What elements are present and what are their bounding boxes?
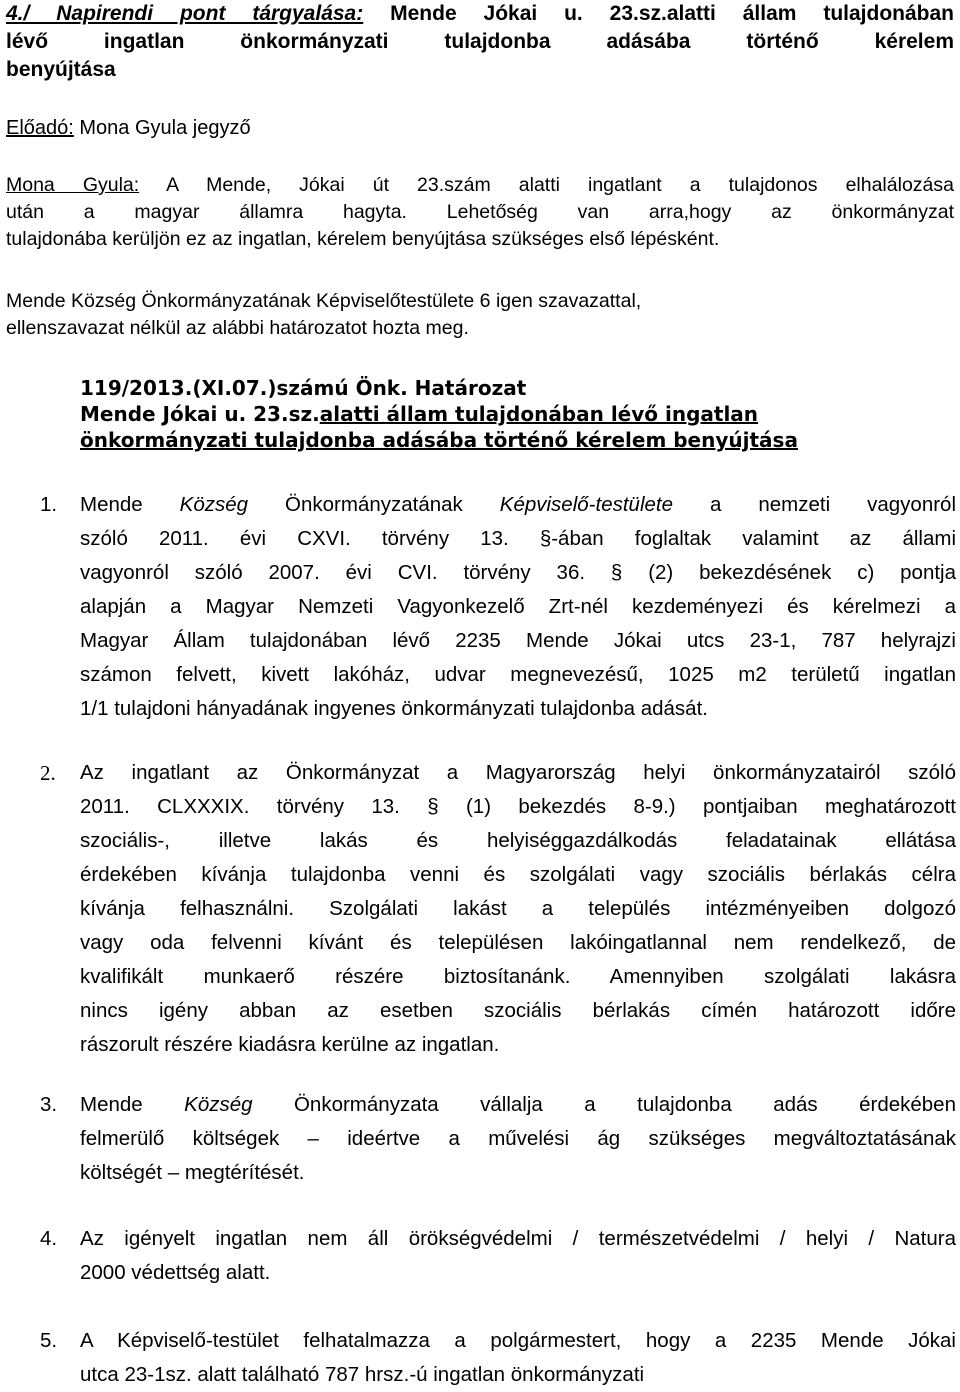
item-text [80, 1222, 956, 1290]
item-text [80, 756, 956, 1062]
resolution-title-line-1: Mende Jókai u. 23.sz.alatti állam tulajdonában lévő ingatlan [80, 402, 759, 426]
item-text-line: Az igényelt ingatlan nem áll örökségvédelmi / természetvédelmi / helyi / Natura [80, 1227, 956, 1250]
agenda-heading-line-1: 4./ Napirendi pont tárgyalása: Mende Jókai u. 23.sz.alatti állam tulajdonában [6, 2, 954, 25]
item-text-line: számon felvett, kivett lakóház, udvar megnevezésű, 1025 m2 területű ingatlan [80, 663, 956, 686]
item-number: 2. [40, 761, 56, 785]
item-text-line: szóló 2011. évi CXVI. törvény 13. §-ában foglaltak valamint az állami [80, 527, 956, 550]
item-text-line: nincs igény abban az esetben szociális bérlakás címén határozott időre [80, 999, 956, 1022]
item-number: 4. [40, 1227, 58, 1250]
agenda-heading-line-2: lévő ingatlan önkormányzati tulajdonba adásába történő kérelem [6, 30, 954, 53]
agenda-heading-prefix: 4./ Napirendi pont tárgyalása: [6, 2, 364, 25]
item-text-line: Az ingatlant az Önkormányzat a Magyarország helyi önkormányzatairól szóló [80, 761, 956, 784]
item-text-line: kvalifikált munkaerő részére biztosítanánk. Amennyiben szolgálati lakásra [80, 965, 956, 988]
presenter-label: Előadó: [6, 117, 74, 139]
item-text-line: érdekében kívánja tulajdonba venni és szolgálati vagy szociális bérlakás célra [80, 863, 956, 886]
speech-paragraph: Mona Gyula: A Mende, Jókai út 23.szám alatti ingatlant a tulajdonos elhalálozása után a magyar államra hagyta. Lehetőség van arra,hogy az önkormányzat tulajdonába kerüljön ez az ingatlan, kérelem benyújtása szükséges első lépésként. [6, 174, 954, 250]
item-text-line: Mende Község Önkormányzatának Képviselő-testülete a nemzeti vagyonról [80, 493, 956, 516]
presenter-line [6, 114, 954, 142]
vote-paragraph: Mende Község Önkormányzatának Képviselőtestülete 6 igen szavazattal, ellenszavazat nélkül az alábbi határozatot hozta meg. [6, 290, 642, 339]
item-text-line: kívánja felhasználni. Szolgálati lakást a település intézményeiben dolgozó [80, 897, 956, 920]
item-number: 3. [40, 1093, 58, 1116]
item-text-line: felmerülő költségek – ideértve a művelési ág szükséges megváltoztatásának [80, 1127, 956, 1150]
item-text-line: Magyar Állam tulajdonában lévő 2235 Mende Jókai utcs 23-1, 787 helyrajzi [80, 629, 956, 652]
item-text-line: rászorult részére kiadásra kerülne az ingatlan. [80, 1033, 500, 1056]
resolution-kind: Határozat [407, 376, 527, 400]
item-text [80, 1088, 956, 1190]
item-text-line: A Képviselő-testület felhatalmazza a polgármestert, hogy a 2235 Mende Jókai [80, 1329, 956, 1352]
resolution-title-line-2: önkormányzati tulajdonba adásába történő kérelem benyújtása [80, 428, 798, 452]
presenter-name: Mona Gyula jegyző [73, 117, 251, 139]
agenda-heading [6, 0, 954, 84]
resolution-number-line [80, 375, 840, 401]
item-text-line: 2000 védettség alatt. [80, 1261, 271, 1284]
resolution-header [80, 375, 840, 453]
item-text-line: vagyonról szóló 2007. évi CVI. törvény 36. § (2) bekezdésének c) pontja [80, 561, 956, 584]
item-text-line: 2011. CLXXXIX. törvény 13. § (1) bekezdés 8-9.) pontjaiban meghatározott [80, 795, 956, 818]
speaker-label: Mona Gyula: [6, 174, 140, 196]
item-number: 5. [40, 1329, 58, 1352]
resolution-number: 119/2013.(XI.07.)számú Önk. [80, 376, 408, 400]
item-text-line: vagy oda felvenni kívánt és településen lakóingatlannal nem rendelkező, de [80, 931, 956, 954]
item-text-line: 1/1 tulajdoni hányadának ingyenes önkormányzati tulajdonba adását. [80, 697, 708, 720]
item-text-line: alapján a Magyar Nemzeti Vagyonkezelő Zrt-nél kezdeményezi és kérelmezi a [80, 595, 956, 618]
item-text [80, 1324, 956, 1392]
item-text-line: utca 23-1sz. alatt található 787 hrsz.-ú ingatlan önkormányzati [80, 1363, 645, 1386]
item-text-line: Mende Község Önkormányzata vállalja a tulajdonba adás érdekében [80, 1093, 956, 1116]
item-text-line: szociális-, illetve lakás és helyiséggazdálkodás feladatainak ellátása [80, 829, 956, 852]
item-text-line: költségét – megtérítését. [80, 1161, 305, 1184]
item-number: 1. [40, 493, 58, 516]
item-text [80, 488, 956, 726]
agenda-heading-line-3: benyújtása [6, 58, 116, 81]
